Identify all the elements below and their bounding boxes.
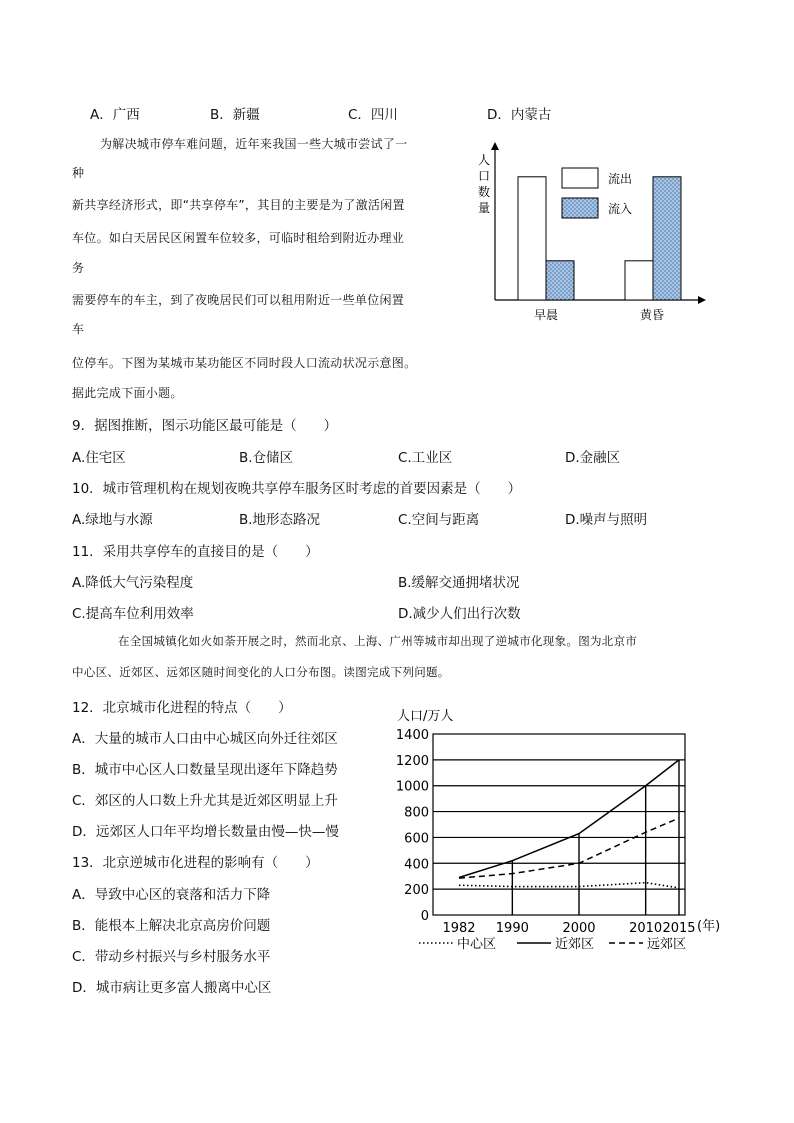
q8-option-b: B．新疆 (210, 107, 260, 123)
passage2-line-2: 中心区、近郊区、远郊区随时间变化的人口分布图。读图完成下列问题。 (72, 665, 450, 679)
passage1-line-1: 为解决城市停车难问题，近年来我国一些大城市尝试了一 (100, 137, 408, 151)
y-tick-1000: 1000 (395, 779, 429, 795)
q13-option-c: C．带动乡村振兴与乡村服务水平 (72, 949, 271, 965)
q13-option-b: B．能根本上解决北京高房价问题 (72, 918, 271, 934)
y-tick-600: 600 (404, 831, 429, 847)
legend-outflow-label: 流出 (608, 172, 633, 186)
y-tick-400: 400 (404, 857, 429, 873)
passage1-line-7: 车 (72, 322, 85, 336)
q10-stem: 10．城市管理机构在规划夜晚共享停车服务区时考虑的首要因素是（ ） (72, 481, 522, 497)
q9-option-a: A.住宅区 (72, 450, 126, 466)
line-chart-xlabel: (年) (697, 919, 721, 934)
passage1-line-9: 据此完成下面小题。 (72, 386, 183, 400)
bar-chart-ylabel-3: 数 (477, 185, 491, 199)
bar-evening-inflow (653, 177, 681, 300)
legend-outflow-swatch (562, 168, 598, 188)
line-chart-ylabel: 人口/万人 (397, 709, 454, 724)
bar-chart-ylabel-1: 人 (477, 153, 491, 167)
passage1-line-8: 位停车。下图为某城市某功能区不同时段人口流动状况示意图。 (72, 356, 417, 370)
x-tick-2000: 2000 (562, 921, 596, 936)
y-tick-800: 800 (404, 805, 429, 821)
passage1-line-6: 需要停车的车主，到了夜晚居民们可以租用附近一些单位闲置 (72, 293, 405, 307)
plot-frame (433, 734, 685, 915)
y-tick-0: 0 (420, 909, 429, 924)
passage2-line-1: 在全国城镇化如火如荼开展之时，然而北京、上海、广州等城市却出现了逆城市化现象。图为北京市 (118, 634, 638, 648)
x-tick-2010: 2010 (629, 921, 663, 936)
q8-option-d: D．内蒙古 (487, 107, 552, 123)
bar-morning-outflow (518, 177, 546, 300)
y-tick-1200: 1200 (395, 753, 429, 769)
passage1-line-4: 车位。如白天居民区闲置车位较多，可临时租给到附近办理业 (72, 231, 405, 245)
legend-label-2: 远郊区 (647, 937, 687, 952)
bar-category-evening: 黄昏 (639, 308, 665, 322)
passage1-line-3: 新共享经济形式，即“共享停车”，其目的主要是为了激活闲置 (72, 198, 405, 212)
passage1-line-5: 务 (72, 261, 85, 275)
q11-option-c: C.提高车位利用效率 (72, 606, 194, 622)
x-tick-2015: 2015 (662, 921, 696, 936)
bar-category-morning: 早晨 (533, 308, 559, 322)
q10-option-c: C.空间与距离 (398, 512, 480, 528)
passage1-line-2: 种 (72, 166, 85, 180)
q11-stem: 11．采用共享停车的直接目的是（ ） (72, 544, 319, 560)
q9-option-d: D.金融区 (565, 450, 621, 466)
q9-option-c: C.工业区 (398, 450, 453, 466)
bar-chart-y-arrow (491, 142, 499, 150)
q8-option-a: A．广西 (90, 107, 140, 123)
legend-label-1: 近郊区 (555, 937, 595, 952)
legend-inflow-swatch (562, 198, 598, 218)
bar-morning-inflow (546, 261, 574, 300)
legend-label-0: 中心区 (457, 937, 497, 952)
bar-chart-ylabel-2: 口 (477, 169, 491, 183)
q9-option-b: B.仓储区 (239, 450, 294, 466)
q13-option-d: D．城市病让更多富人搬离中心区 (72, 980, 272, 996)
q12-option-a: A．大量的城市人口由中心城区向外迁往郊区 (72, 731, 338, 747)
q11-option-a: A.降低大气污染程度 (72, 575, 194, 591)
q12-stem: 12．北京城市化进程的特点（ ） (72, 700, 292, 716)
q13-stem: 13．北京逆城市化进程的影响有（ ） (72, 855, 319, 871)
q10-option-d: D.噪声与照明 (565, 512, 648, 528)
bar-evening-outflow (625, 261, 653, 300)
q12-option-c: C．郊区的人口数上升尤其是近郊区明显上升 (72, 793, 338, 809)
q12-option-b: B．城市中心区人口数量呈现出逐年下降趋势 (72, 762, 338, 778)
bar-chart-x-arrow (698, 296, 706, 304)
y-tick-200: 200 (404, 883, 429, 899)
beijing-population-line-chart (385, 700, 735, 965)
x-tick-1990: 1990 (495, 921, 529, 936)
population-flow-bar-chart (470, 140, 720, 330)
q8-option-c: C．四川 (348, 107, 398, 123)
legend-inflow-label: 流入 (608, 202, 633, 216)
q11-option-d: D.减少人们出行次数 (398, 606, 521, 622)
x-tick-1982: 1982 (442, 921, 476, 936)
q9-stem: 9．据图推断，图示功能区最可能是（ ） (72, 418, 338, 434)
q11-option-b: B.缓解交通拥堵状况 (398, 575, 520, 591)
q12-option-d: D．远郊区人口年平均增长数量由慢—快—慢 (72, 824, 339, 840)
q10-option-b: B.地形态路况 (239, 512, 321, 528)
q10-option-a: A.绿地与水源 (72, 512, 153, 528)
y-tick-1400: 1400 (395, 728, 429, 743)
q13-option-a: A．导致中心区的衰落和活力下降 (72, 887, 271, 903)
bar-chart-ylabel-4: 量 (477, 201, 491, 215)
